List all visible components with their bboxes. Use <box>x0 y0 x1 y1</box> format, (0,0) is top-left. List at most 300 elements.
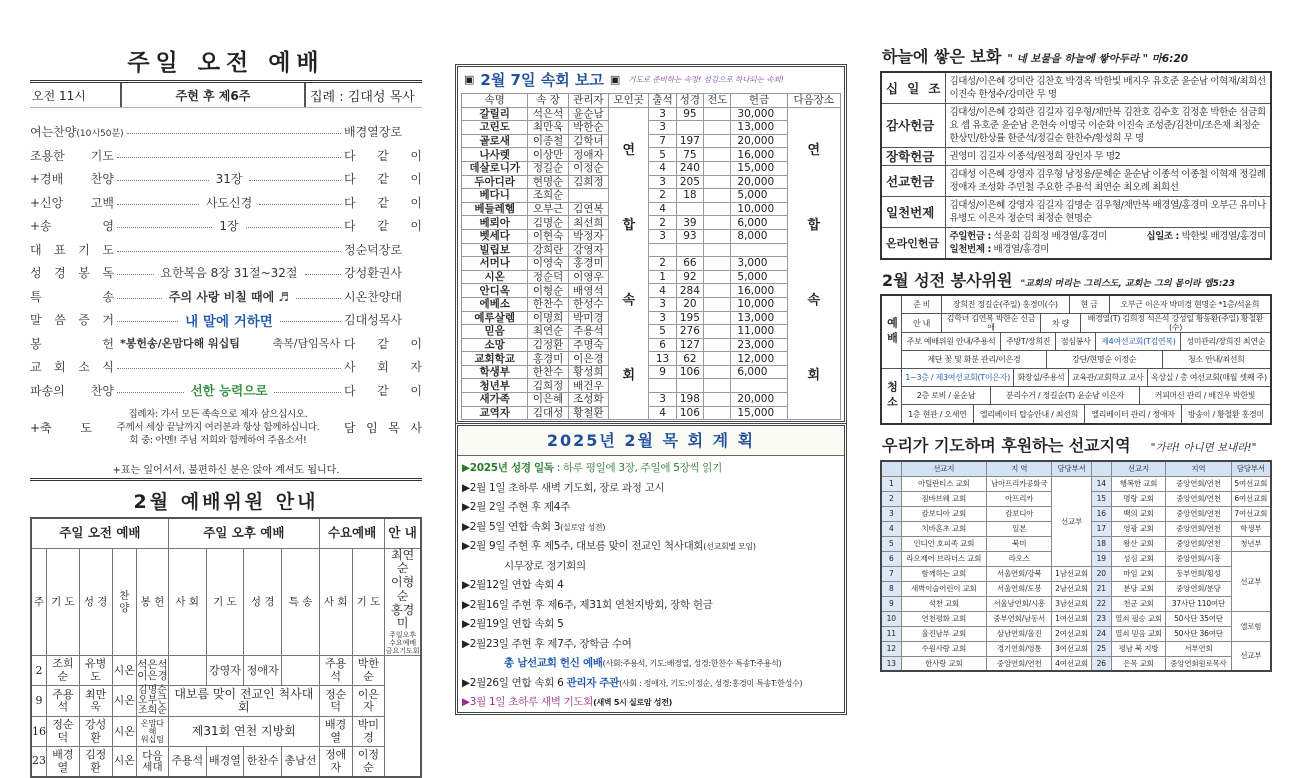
mission-region: 중앙연회/연천 <box>1166 476 1231 491</box>
order-label: 조용한 기도 <box>30 148 114 163</box>
week-number: 23 <box>31 747 47 777</box>
order-label: 성 경 봉 독 <box>30 266 114 281</box>
report-column-header: 속 장 <box>528 94 568 108</box>
report-title: 2월 7일 속회 보고 <box>480 70 604 89</box>
order-item <box>30 120 422 144</box>
mission-church: 인디언 호피족 교회 <box>901 536 987 551</box>
manager: 황철환 <box>568 406 608 420</box>
service-verse: "교회의 머리는 그리스도, 교회는 그의 몸이라 엡5:23 <box>1020 279 1235 289</box>
order-label: 파송의 찬양 <box>30 383 114 398</box>
order-item <box>30 332 422 356</box>
service-cell: 엘리베이터 관리 / 정애자 <box>1085 405 1182 423</box>
manager: 조성화 <box>568 393 608 407</box>
mission-region: 북미 <box>987 536 1052 551</box>
order-label: +신앙 고백 <box>30 195 114 210</box>
wed-cell: 주용석 <box>319 656 352 686</box>
attendance: 2 <box>649 189 676 203</box>
mission-no-header <box>881 461 901 476</box>
benediction-row <box>30 408 422 447</box>
offering: 20,000 <box>731 393 787 407</box>
cell-name: 베다니 <box>462 189 528 203</box>
mission-department: 6여선교회 <box>1231 491 1271 506</box>
offering-label: 십 일 조 <box>881 72 945 104</box>
leader: 김명순 <box>528 216 568 230</box>
cell-name: 청년부 <box>462 379 528 393</box>
offering-row <box>881 166 1271 197</box>
mission-number: 5 <box>881 536 901 551</box>
report-header <box>458 67 844 91</box>
mission-region: 50사단 35여단 <box>1166 611 1231 626</box>
offering: 15,000 <box>731 161 787 175</box>
leader: 이종철 <box>528 134 568 148</box>
dot-leader <box>117 204 199 205</box>
online-offering-row <box>881 228 1271 260</box>
report-row <box>462 406 841 420</box>
mission-department: 3여선교회 <box>1052 641 1091 656</box>
offering-label: 감사헌금 <box>881 104 945 148</box>
service-cell: 제4여선교회(T김연복) <box>1096 333 1181 350</box>
evangelism <box>704 134 731 148</box>
report-row <box>462 270 841 284</box>
order-label: 여는찬양(10시50분) <box>30 125 124 140</box>
mission-church: 백의 교회 <box>1111 506 1166 521</box>
am-cell: 배경열 <box>47 747 80 777</box>
manager: 주용석 <box>568 325 608 339</box>
am-cell: 시온 <box>112 717 137 747</box>
vertical-char: 합 <box>622 217 636 233</box>
plan-item <box>458 615 844 635</box>
report-slogan: 기도로 준비하는 속장! 섬김으로 하나되는 속회! <box>628 74 784 84</box>
column-header: 봉 헌 <box>137 548 169 656</box>
order-label: 대 표 기 도 <box>30 242 114 257</box>
mission-church: 평남 북 지방 <box>1111 641 1166 656</box>
order-middle: 선한 능력으로 <box>190 383 268 399</box>
manager: 주명숙 <box>568 338 608 352</box>
mission-column-header: 선교지 <box>1111 461 1166 476</box>
report-row <box>462 311 841 325</box>
evangelism <box>704 379 731 393</box>
bible <box>676 243 703 257</box>
mission-department: 선교부 <box>1231 641 1271 671</box>
manager: 윤순남 <box>568 107 608 121</box>
leader: 이명희 <box>528 311 568 325</box>
plan-highlight: 관리자 주관 <box>566 676 620 689</box>
mission-column-header: 지 역 <box>987 461 1052 476</box>
bible: 127 <box>676 338 703 352</box>
pm-cell: 한찬수 <box>244 747 282 777</box>
mission-number: 26 <box>1091 656 1111 671</box>
service-row <box>902 369 1270 387</box>
plan-item <box>458 518 844 538</box>
order-item <box>30 379 422 403</box>
cell-name: 골로새 <box>462 134 528 148</box>
bible: 18 <box>676 189 703 203</box>
mission-church: 한사랑 교회 <box>901 656 987 671</box>
plan-note: (사회 : 정애자, 기도:이정순, 성경:홍경미 특송T:한성수) <box>619 678 803 688</box>
plan-text: ▶2월 9일 주현 후 제5주, 대보름 맞이 전교인 척사대회 <box>462 540 704 552</box>
committee-title: 2월 예배위원 안내 <box>133 491 319 513</box>
mission-number: 9 <box>881 596 901 611</box>
service-cell: 2층 로비 / 윤순남 <box>902 387 991 404</box>
report-column-header: 다음장소 <box>787 94 840 108</box>
service-row <box>902 387 1270 405</box>
order-person: 다 같 이 <box>344 383 422 398</box>
wed-cell: 정애자 <box>319 747 352 777</box>
mission-row <box>881 566 1271 581</box>
tithe-offering <box>1146 230 1266 243</box>
mission-column-header: 선교지 <box>901 461 987 476</box>
am-cell: 정순덕 <box>47 717 80 747</box>
service-cell: 옥상실 / 총 여선교회(매월 셋째 주) <box>1150 373 1267 382</box>
mission-church: 아틸란티스 교회 <box>901 476 987 491</box>
report-row <box>462 121 841 135</box>
attendance: 3 <box>649 229 676 243</box>
report-row <box>462 161 841 175</box>
committee-row <box>31 686 421 717</box>
mission-region: 라오스 <box>987 551 1052 566</box>
mission-header <box>880 433 1274 456</box>
cell-name: 시온 <box>462 270 528 284</box>
mission-department: 엘로힘 <box>1231 611 1271 641</box>
order-person: 김대성목사 <box>344 313 402 328</box>
order-middle: 1장 <box>219 219 239 234</box>
cell-name: 서머나 <box>462 257 528 271</box>
mission-number: 24 <box>1091 626 1111 641</box>
attendance: 6 <box>649 338 676 352</box>
pm-cell: 주용석 <box>168 747 206 777</box>
mission-row <box>881 656 1271 671</box>
mission-region: 중앙연회/연천 <box>1166 506 1231 521</box>
manager: 이영우 <box>568 270 608 284</box>
leader: 조희순 <box>528 189 568 203</box>
mission-region: 삼남연회/울진 <box>987 626 1052 641</box>
plan-text: ▶2월26일 연합 속회 6 <box>462 676 567 689</box>
mission-number: 7 <box>881 566 901 581</box>
am-cell: 주용석 <box>47 686 80 717</box>
order-person: 다 같 이 <box>344 172 422 187</box>
mission-no-header <box>1091 461 1111 476</box>
service-cell: 1~3층 / 제3여선교회(T이은자) <box>902 369 1014 386</box>
pm-cell: 정애자 <box>244 656 282 686</box>
mission-region: 경기연회/영통 <box>987 641 1052 656</box>
dot-leader <box>259 204 341 205</box>
plan-highlight: 총 남선교회 헌신 예배 <box>504 657 603 669</box>
leader: 김정환 <box>528 338 568 352</box>
mission-church: 분당 교회 <box>1111 581 1166 596</box>
offering-names: 김대성/이은혜 강미란 김찬호 박경옥 박한빛 배지우 유호준 윤순남 이혁재/최희선 이진숙 한성수/강미란 무 명 <box>945 72 1271 104</box>
offering: 30,000 <box>731 107 787 121</box>
pm-merged-cell: 제31회 연천 지방회 <box>168 717 319 747</box>
cell-name: 예루살렘 <box>462 311 528 325</box>
column-header: 사 회 <box>319 548 352 656</box>
leader: 이상만 <box>528 148 568 162</box>
attendance: 2 <box>649 257 676 271</box>
mission-department: 학생부 <box>1231 521 1271 536</box>
manager: 김희정 <box>568 175 608 189</box>
pm-cell: 강영자 <box>206 656 244 686</box>
worship-time: 오전 11시 <box>30 83 122 107</box>
offering: 20,000 <box>731 134 787 148</box>
evangelism <box>704 202 731 216</box>
cell-name: 고린도 <box>462 121 528 135</box>
mission-church: 은목 교회 <box>1111 656 1166 671</box>
mission-church: 천군 교회 <box>1111 596 1166 611</box>
order-middle: 사도신경 <box>205 195 253 210</box>
offering-table <box>880 71 1272 260</box>
report-row <box>462 216 841 230</box>
plan-highlight: ▶2025년 성경 일독 <box>462 462 554 474</box>
order-middle-2: 축복/담임목사 <box>272 337 340 351</box>
mission-number: 13 <box>881 656 901 671</box>
plan-item <box>458 479 844 499</box>
column-header: 기 도 <box>206 548 244 656</box>
tithe-label: 십일조 : <box>1146 231 1179 242</box>
mission-number: 11 <box>881 626 901 641</box>
leader: 석은석 <box>528 107 568 121</box>
offering <box>731 243 787 257</box>
mission-row <box>881 596 1271 611</box>
offering-names: 김대성/이은혜 강영자 김길자 김명순 김우형/채만복 배경열/홍경미 오부근 유미나 유병도 이은자 정순덕 최정순 현명순 <box>945 197 1271 228</box>
committee-row <box>31 656 421 686</box>
plan-box <box>455 423 847 715</box>
service-cell: 안 내 <box>902 314 942 332</box>
attendance: 5 <box>649 325 676 339</box>
mission-column-header: 담당부서 <box>1231 461 1271 476</box>
mission-church: 열쇠 믿음 교회 <box>1111 626 1166 641</box>
attendance: 5 <box>649 148 676 162</box>
report-row <box>462 365 841 379</box>
mission-region: 서울연회/강북 <box>987 566 1052 581</box>
mission-header-row <box>881 461 1271 476</box>
treasure-header <box>880 44 1274 67</box>
plan-item <box>458 654 844 674</box>
plan-text: ▶2월23일 주현 후 제7주, 장학금 수여 <box>462 637 632 650</box>
vertical-text <box>609 113 648 413</box>
guide-cell <box>385 548 421 656</box>
bible: 240 <box>676 161 703 175</box>
service-row <box>902 333 1270 351</box>
mission-department: 1남선교회 <box>1052 566 1091 581</box>
dot-leader <box>117 392 184 393</box>
offering: 6,000 <box>731 365 787 379</box>
dot-leader <box>117 227 212 228</box>
service-row <box>902 351 1270 369</box>
service-cell: 김학녀 김연복 박한순 신금애 <box>942 314 1041 332</box>
report-row <box>462 325 841 339</box>
wed-cell: 박한순 <box>352 656 385 686</box>
square-icon: ▣ <box>609 72 621 86</box>
sunday-names: 석윤희 김희정 배경열/홍경미 <box>990 231 1107 242</box>
leader: 이영숙 <box>528 257 568 271</box>
mission-region: 37사단 110여단 <box>1166 596 1231 611</box>
plan-note: (사회:주용석, 기도:배경열, 성경:한찬수 특송T:주용석) <box>602 659 782 668</box>
service-side <box>882 296 902 423</box>
service-cell: 성미관리/장희진 최연순 <box>1186 337 1266 346</box>
evangelism <box>704 257 731 271</box>
wed-cell: 이은자 <box>352 686 385 717</box>
mission-region: 중부연회/남동서 <box>987 611 1052 626</box>
thousand-names: 배경열/홍경미 <box>990 244 1050 255</box>
order-label: +송 영 <box>30 219 114 234</box>
week-number: 16 <box>31 717 47 747</box>
mission-column-header: 지역 <box>1166 461 1231 476</box>
dot-leader <box>280 321 341 322</box>
evangelism <box>704 352 731 366</box>
mission-church: 울진남부 교회 <box>901 626 987 641</box>
cell-name: 안디옥 <box>462 284 528 298</box>
report-row <box>462 202 841 216</box>
offering: 3,000 <box>731 257 787 271</box>
evangelism <box>704 338 731 352</box>
order-item <box>30 308 422 332</box>
service-cell: 차 량 <box>1041 314 1081 332</box>
cell-name: 베뢰아 <box>462 216 528 230</box>
side-label-cleaning: 청소 <box>885 381 899 411</box>
offering-row <box>881 104 1271 148</box>
offering-label: 장학헌금 <box>881 148 945 166</box>
plan-note: (선교회별 모임) <box>703 542 756 551</box>
order-label: 교 회 소 식 <box>30 360 114 375</box>
sunday-offering <box>950 230 1107 243</box>
cell-name: 나사렛 <box>462 148 528 162</box>
column-header: 특 송 <box>282 548 320 656</box>
plan-item <box>458 693 844 713</box>
mission-church: 함께하는 교회 <box>901 566 987 581</box>
manager <box>568 189 608 203</box>
mission-church: 열쇠 필승 교회 <box>1111 611 1166 626</box>
service-cell: 청소 안내/최선희 <box>1187 355 1245 364</box>
column-header: 주 <box>31 548 47 656</box>
plan-item <box>458 537 844 557</box>
evangelism <box>704 107 731 121</box>
report-row <box>462 243 841 257</box>
manager: 황성희 <box>568 365 608 379</box>
am-cell: 석은석 이은경 <box>137 656 169 686</box>
committee-row <box>31 717 421 747</box>
am-cell: 김정환 <box>79 747 112 777</box>
mission-number: 4 <box>881 521 901 536</box>
leader: 강희란 <box>528 243 568 257</box>
service-header <box>880 268 1274 291</box>
bible: 92 <box>676 270 703 284</box>
evangelism <box>704 270 731 284</box>
mission-number: 15 <box>1091 491 1111 506</box>
cell-name: 빌립보 <box>462 243 528 257</box>
leader: 이형순 <box>528 284 568 298</box>
next-place-merged <box>787 107 840 420</box>
vertical-char: 속 <box>622 292 636 308</box>
attendance: 3 <box>649 121 676 135</box>
bible: 197 <box>676 134 703 148</box>
square-icon: ▣ <box>464 72 475 86</box>
report-header-row <box>462 94 841 108</box>
order-item <box>30 191 422 215</box>
dot-leader <box>117 274 154 275</box>
order-middle: 요한복음 8장 31절~32절 <box>160 266 298 281</box>
leader: 최연순 <box>528 325 568 339</box>
dot-leader <box>127 133 341 134</box>
pm-cell <box>282 656 320 686</box>
mission-number: 19 <box>1091 551 1111 566</box>
mission-number: 16 <box>1091 506 1111 521</box>
order-person: 정순덕장로 <box>344 242 402 257</box>
mission-church: 짐바브웨 교회 <box>901 491 987 506</box>
evangelism <box>704 189 731 203</box>
service-cell: 교육관/교회학교 교사 <box>1069 369 1148 386</box>
worship-week: 주현 후 제6주 <box>122 83 306 107</box>
cell-name: 교역자 <box>462 406 528 420</box>
attendance: 3 <box>649 107 676 121</box>
mission-church: 행복한 교회 <box>1111 476 1166 491</box>
manager: 김학녀 <box>568 134 608 148</box>
bible: 198 <box>676 393 703 407</box>
plan-note: (새벽 5시 실로암 성전) <box>593 698 672 707</box>
leader: 오부근 <box>528 202 568 216</box>
column-header: 찬 양 <box>112 548 137 656</box>
am-cell: 김명순 오부근 조희순 <box>137 685 167 717</box>
cell-name: 학생부 <box>462 365 528 379</box>
attendance: 3 <box>649 393 676 407</box>
service-cell: 배경열(T) 김희정 석은석 강성일 황동환(주일) 황철환(수) <box>1087 314 1264 332</box>
mission-number: 20 <box>1091 566 1111 581</box>
leader: 한찬수 <box>528 297 568 311</box>
manager: 김연복 <box>568 202 608 216</box>
report-row <box>462 148 841 162</box>
mission-region: 중앙연회원로목사 <box>1166 656 1231 671</box>
report-row <box>462 284 841 298</box>
mission-church: 수원사랑 교회 <box>901 641 987 656</box>
benediction-line: 회 중: 아멘! 주님 저희와 함께하여 주옵소서! <box>129 435 307 446</box>
service-cell: 제단 꽃 및 화분 관리/이은경 <box>902 351 1047 368</box>
plan-item <box>458 459 844 479</box>
bible: 95 <box>676 107 703 121</box>
attendance: 1 <box>649 270 676 284</box>
mission-number: 17 <box>1091 521 1111 536</box>
vertical-char: 속 <box>807 292 821 308</box>
mission-row <box>881 581 1271 596</box>
vertical-char: 합 <box>807 217 821 233</box>
bible: 75 <box>676 148 703 162</box>
attendance: 4 <box>649 161 676 175</box>
vertical-char: 회 <box>807 367 821 383</box>
order-person: 다 같 이 <box>344 148 422 163</box>
offering: 23,000 <box>731 338 787 352</box>
plan-text: ▶2월19일 연합 속회 5 <box>462 618 564 630</box>
report-column-header: 속명 <box>462 94 528 108</box>
order-person: 시온찬양대 <box>344 289 402 304</box>
mission-table <box>880 460 1272 672</box>
attendance: 3 <box>649 311 676 325</box>
benediction-line: 주께서 세상 끝날까지 여러분과 항상 함께하십니다. <box>116 422 320 433</box>
mission-region: 중앙연회/연천 <box>1166 491 1231 506</box>
plan-item <box>458 498 844 518</box>
plan-item <box>458 557 844 577</box>
mission-department: 3남선교회 <box>1052 596 1091 611</box>
manager: 한성수 <box>568 297 608 311</box>
order-item <box>30 144 422 168</box>
attendance: 3 <box>649 297 676 311</box>
plan-item <box>458 635 844 655</box>
order-label: 말 씀 증 거 <box>30 313 114 328</box>
meeting-place-merged <box>609 107 649 420</box>
leader: 최만욱 <box>528 121 568 135</box>
evangelism <box>704 216 731 230</box>
order-item <box>30 355 422 379</box>
am-cell: 온맘다해 워십팀 <box>137 717 169 747</box>
mission-church: 연천평화 교회 <box>901 611 987 626</box>
bible <box>676 202 703 216</box>
standing-note: +표는 일어서서, 불편하신 분은 앉아 계셔도 됩니다. <box>112 465 340 476</box>
